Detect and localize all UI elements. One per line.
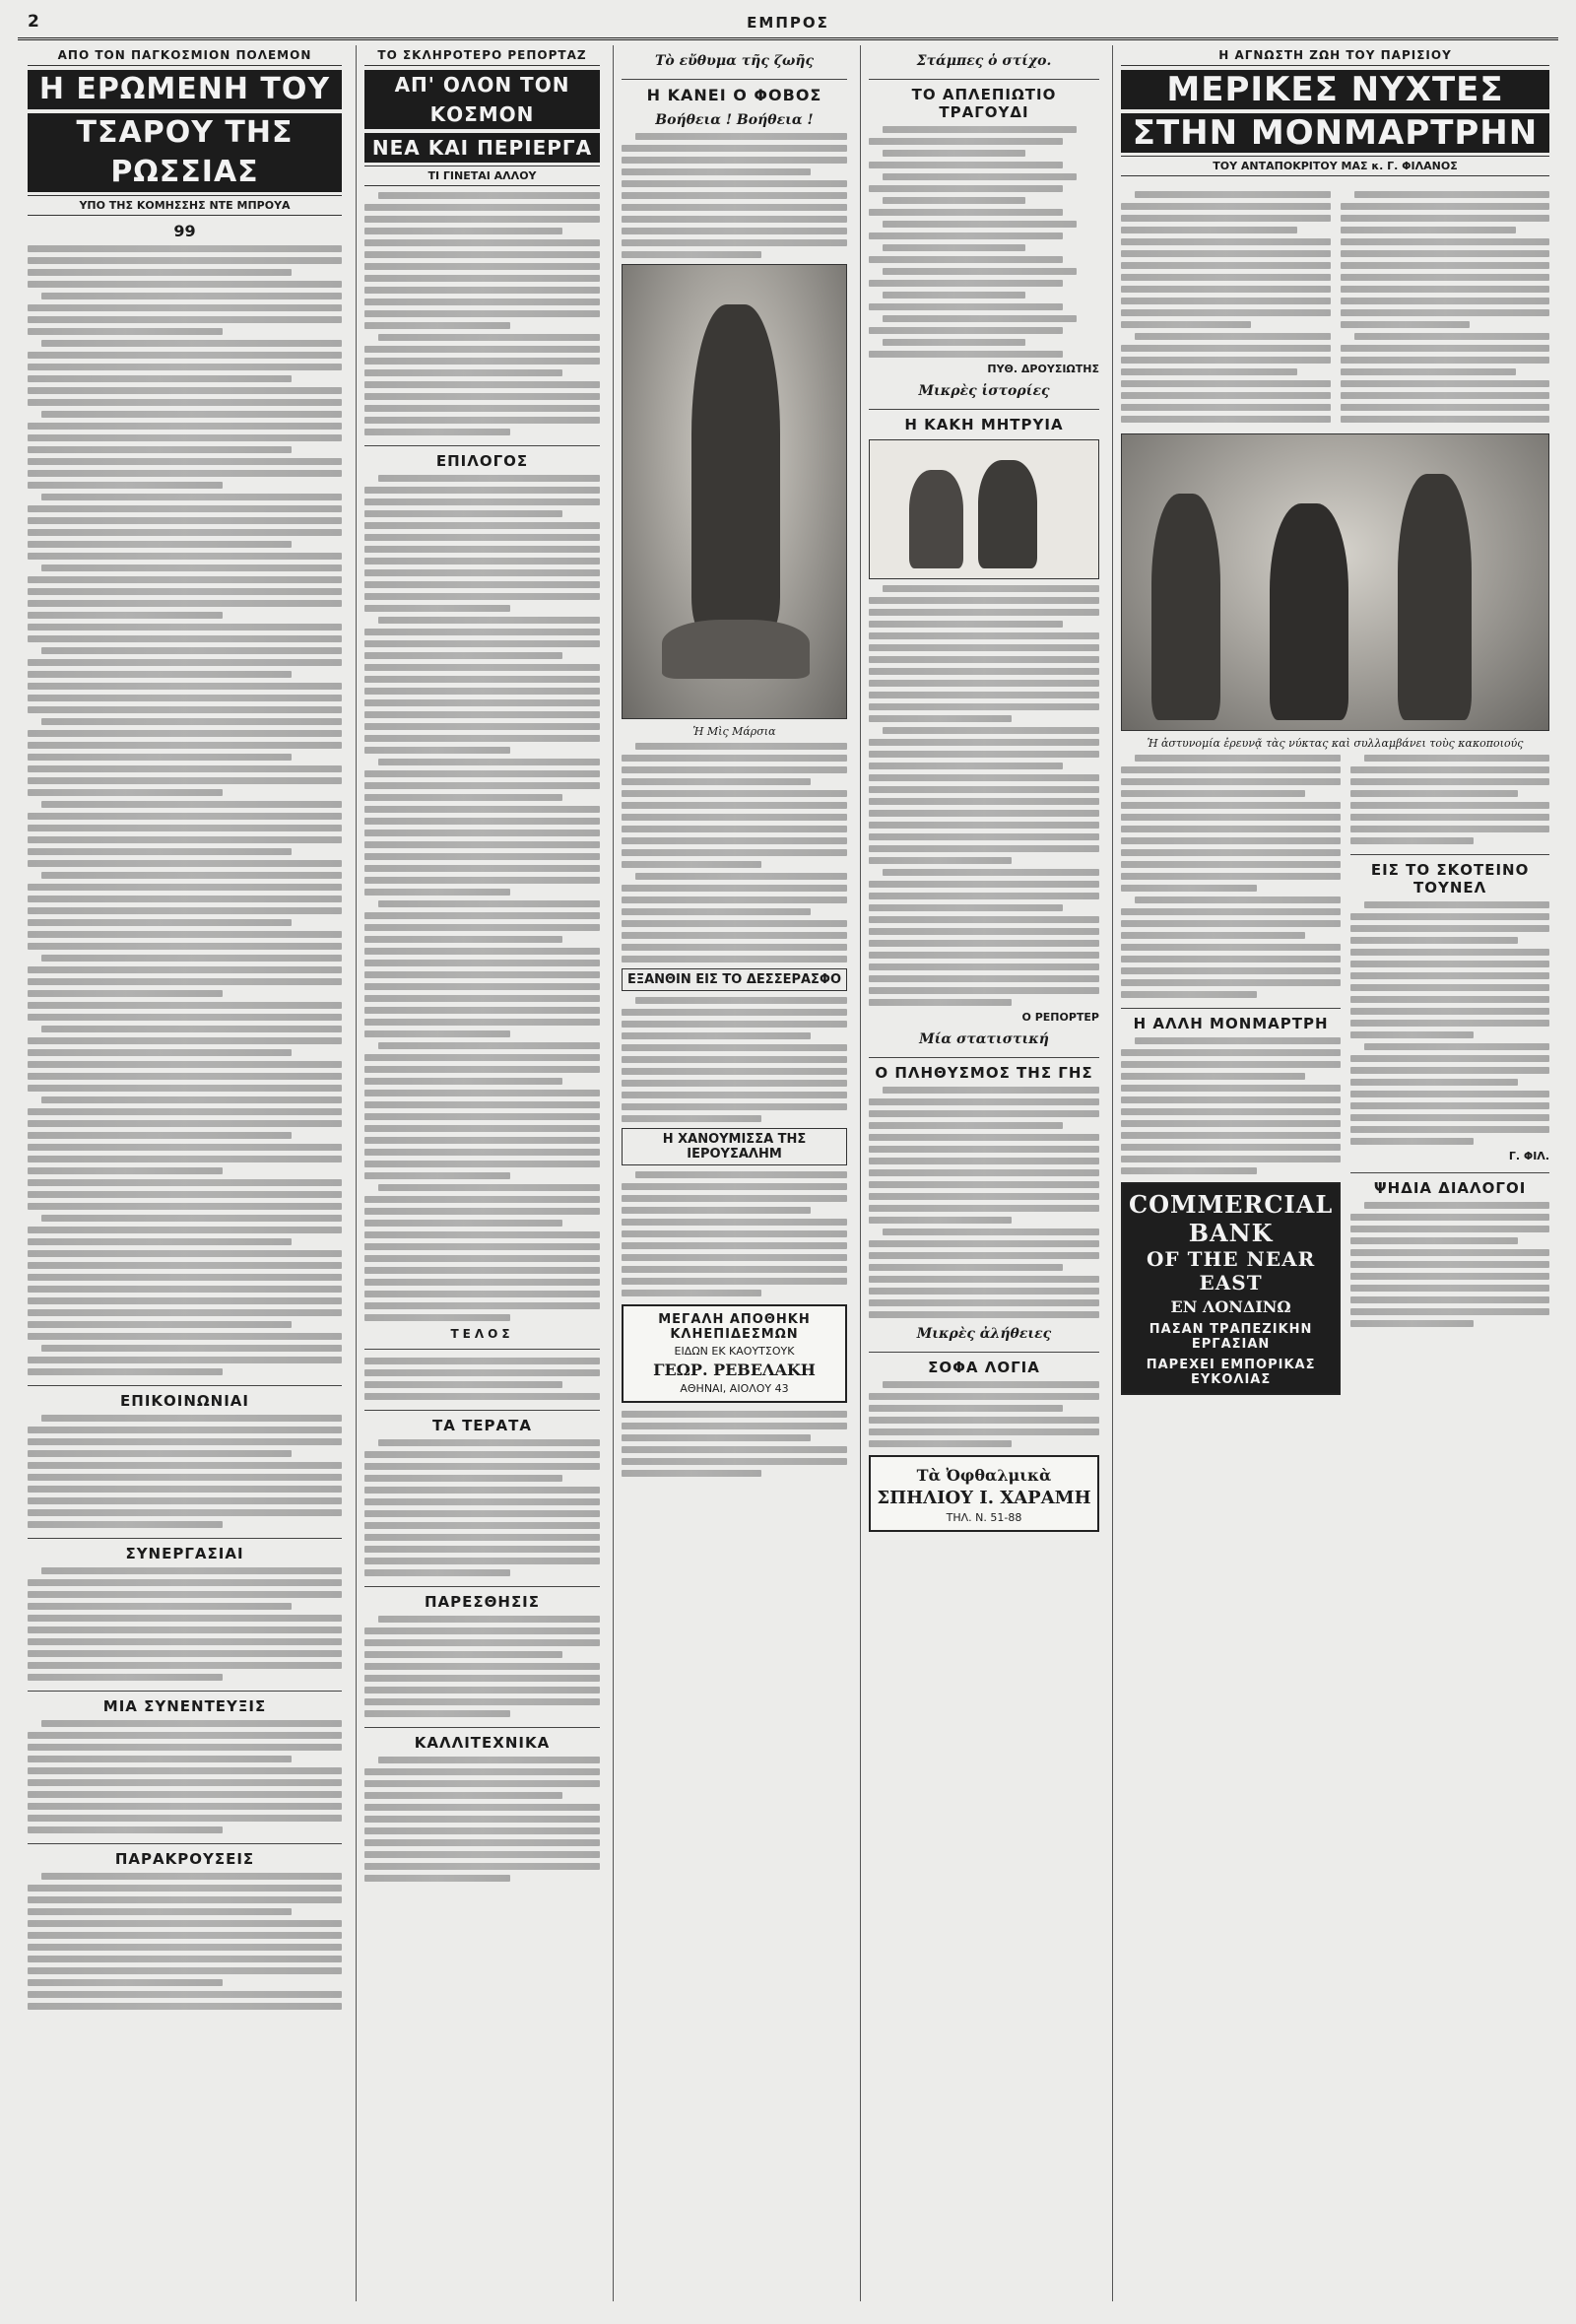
col4-signature-1: ΠΥΘ. ΔΡΟΥΣΙΩΤΗΣ <box>987 363 1099 375</box>
col5-heading-dark-tunnel: ΕΙΣ ΤΟ ΣΚΟΤΕΙΝΟ ΤΟΥΝΕΛ <box>1350 854 1549 896</box>
col3-article-3 <box>622 997 847 1122</box>
col1-banner-2: ΤΣΑΡΟΥ ΤΗΣ ΡΩΣΣΙΑΣ <box>28 113 342 192</box>
col2-kicker: ΤΟ ΣΚΛΗΡΟΤΕΡΟ ΡΕΠΟΡΤΑΖ <box>364 45 600 66</box>
col2-article-3 <box>364 1358 600 1400</box>
col1-heading-epikoinonia: ΕΠΙΚΟΙΝΩΝΙΑΙ <box>28 1385 342 1410</box>
col4-article-3 <box>869 1381 1099 1447</box>
ad-charami <box>869 1455 1099 1532</box>
col3-article-2 <box>622 743 847 963</box>
col5-heading-psidia: ΨΗΔΙΑ ΔΙΑΛΟΓΟΙ <box>1350 1172 1549 1197</box>
ad-revelaki-name: ΓΕΩΡ. ΡΕΒΕΛΑΚΗ <box>653 1361 816 1379</box>
telos-marker: ΤΕΛΟΣ <box>450 1327 514 1341</box>
col4-article-1 <box>869 585 1099 1006</box>
col2-article-5 <box>364 1616 600 1717</box>
photo-police <box>1121 433 1549 731</box>
col5-banner-1: ΜΕΡΙΚΕΣ ΝΥΧΤΕΣ <box>1121 70 1549 109</box>
col4-heading-song: ΤΟ ΑΠΛΕΠΙΩΤΙΟ ΤΡΑΓΟΥΔΙ <box>869 79 1099 121</box>
column-2 <box>356 45 608 2301</box>
photo-caption-police: Ἡ ἀστυνομία ἐρευνᾷ τὰς νύκτας καὶ συλλαμβάνει τοὺς κακοποιούς <box>1147 737 1524 750</box>
ad-revelaki-sub: ΕΙΔΩΝ ΕΚ ΚΑΟΥΤΣΟΥΚ <box>674 1345 795 1358</box>
col1-banner-1: Η ΕΡΩΜΕΝΗ ΤΟΥ <box>28 70 342 109</box>
column-5 <box>1112 45 1557 2301</box>
col2-subhead: ΤΙ ΓΙΝΕΤΑΙ ΑΛΛΟΥ <box>364 166 600 186</box>
col5-article-1 <box>1121 755 1341 998</box>
col5-lower <box>1121 750 1549 1403</box>
col3-article-1 <box>622 133 847 258</box>
column-3 <box>613 45 855 2301</box>
photo-caption-marsia: Ἡ Μὶς Μάρσια <box>692 725 776 738</box>
col3-top-heading: Τὸ εὔθυμα τῆς ζωῆς <box>654 53 815 69</box>
col5-article-3 <box>1350 755 1549 844</box>
col2-article-1 <box>364 192 600 435</box>
col5-intro-left <box>1121 186 1331 428</box>
col4-top-heading: Στάμπες ὁ στίχο. <box>916 53 1052 69</box>
col4-poem <box>869 126 1099 358</box>
col1-section-5 <box>28 1873 342 2010</box>
col3-article-5 <box>622 1411 847 1477</box>
col4-heading-sofa: ΣΟΦΑ ΛΟΓΙΑ <box>869 1352 1099 1376</box>
col5-intro-columns <box>1121 182 1549 428</box>
col5-lower-left <box>1121 750 1341 1403</box>
paper-name: ΕΜΠΡΟΣ <box>747 14 829 32</box>
children-illustration <box>869 439 1099 579</box>
col2-heading-terata: ΤΑ ΤΕΡΑΤΑ <box>364 1410 600 1434</box>
col5-heading-alli: Η ΑΛΛΗ ΜΟΝΜΑΡΤΡΗ <box>1121 1008 1341 1032</box>
col1-subhead: ΥΠΟ ΤΗΣ ΚΟΜΗΣΣΗΣ ΝΤΕ ΜΠΡΟΥΑ <box>28 195 342 216</box>
ad-charami-title: Τὰ Ὀφθαλμικὰ <box>916 1466 1052 1485</box>
col4-heading-alitheies: Μικρὲς ἀλήθειες <box>916 1326 1052 1342</box>
col2-article-4 <box>364 1439 600 1576</box>
ad-charami-name: ΣΠΗΛΙΟΥ Ι. ΧΑΡΑΜΗ <box>877 1488 1091 1508</box>
col4-signature-2: Ο ΡΕΠΟΡΤΕΡ <box>1021 1011 1099 1024</box>
col4-heading-mitria: Η ΚΑΚΗ ΜΗΤΡΥΙΑ <box>869 409 1099 433</box>
col4-article-2 <box>869 1087 1099 1318</box>
col3-heading-jerusalem: Η ΧΑΝΟΥΜΙΣΣΑ ΤΗΣ ΙΕΡΟΥΣΑΛΗΜ <box>622 1128 847 1165</box>
col1-article-body <box>28 245 342 1375</box>
masthead <box>18 12 1558 40</box>
col4-heading-mikres: Μικρὲς ἱστορίες <box>918 383 1050 399</box>
col2-article-6 <box>364 1757 600 1882</box>
column-4 <box>860 45 1107 2301</box>
col2-article-2 <box>364 475 600 1321</box>
col1-section-2 <box>28 1415 342 1528</box>
ad-bank-line-5: ΠΑΡΕΧΕΙ ΕΜΠΟΡΙΚΑΣ ΕΥΚΟΛΙΑΣ <box>1146 1358 1316 1387</box>
ad-bank-line-3: ΕΝ ΛΟΝΔΙΝΩ <box>1170 1297 1291 1316</box>
col5-intro-right <box>1341 186 1550 428</box>
col5-article-2 <box>1121 1037 1341 1174</box>
col5-article-5 <box>1350 1202 1549 1327</box>
col4-heading-plithysmos: Ο ΠΛΗΘΥΣΜΟΣ ΤΗΣ ΓΗΣ <box>869 1057 1099 1082</box>
col5-subhead: ΤΟΥ ΑΝΤΑΠΟΚΡΙΤΟΥ ΜΑΣ κ. Γ. ΦΙΛΑΝΟΣ <box>1121 156 1549 176</box>
col5-banner-2: ΣΤΗΝ ΜΟΝΜΑΡΤΡΗΝ <box>1121 113 1549 153</box>
ad-bank-line-4: ΠΑΣΑΝ ΤΡΑΠΕΖΙΚΗΝ ΕΡΓΑΣΙΑΝ <box>1149 1322 1313 1352</box>
col1-section-3 <box>28 1567 342 1681</box>
col3-heading-bohtheia: Βοήθεια ! Βοήθεια ! <box>655 112 814 128</box>
ad-bank-line-1: COMMERCIAL BANK <box>1129 1190 1334 1247</box>
col2-heading-paresthisis: ΠΑΡΕΣΘΗΣΙΣ <box>364 1586 600 1611</box>
col2-heading-epilogos: ΕΠΙΛΟΓΟΣ <box>364 445 600 470</box>
ad-charami-tel: ΤΗΛ. Ν. 51-88 <box>946 1511 1022 1524</box>
page-number: 2 <box>28 12 39 32</box>
ad-revelaki-title: ΜΕΓΑΛΗ ΑΠΟΘΗΚΗ ΚΛΗΕΠΙΔΕΣΜΩΝ <box>658 1312 811 1342</box>
col5-lower-right <box>1350 750 1549 1403</box>
column-1 <box>20 45 350 2301</box>
col5-signature: Γ. ΦΙΛ. <box>1508 1150 1549 1162</box>
ad-revelaki-address: ΑΘΗΝΑΙ, ΑΙΟΛΟΥ 43 <box>680 1382 789 1395</box>
col1-heading-parakrouseis: ΠΑΡΑΚΡΟΥΣΕΙΣ <box>28 1843 342 1868</box>
col3-heading-phobos: Η ΚΑΝΕΙ Ο ΦΟΒΟΣ <box>622 79 847 104</box>
col1-kicker: ΑΠΟ ΤΟΝ ΠΑΓΚΟΣΜΙΟΝ ΠΟΛΕΜΟΝ <box>28 45 342 66</box>
col5-article-4 <box>1350 901 1549 1145</box>
col1-heading-synenteuxis: ΜΙΑ ΣΥΝΕΝΤΕΥΞΙΣ <box>28 1691 342 1715</box>
ad-commercial-bank <box>1121 1182 1341 1395</box>
ad-revelaki <box>622 1304 847 1403</box>
col3-article-4 <box>622 1171 847 1296</box>
col1-heading-synergasiai: ΣΥΝΕΡΓΑΣΙΑΙ <box>28 1538 342 1562</box>
col2-banner-2: ΝΕΑ ΚΑΙ ΠΕΡΙΕΡΓΑ <box>364 133 600 163</box>
col4-heading-statistics: Μία στατιστική <box>919 1031 1049 1047</box>
episode-number: 99 <box>173 222 196 240</box>
col5-kicker: Η ΑΓΝΩΣΤΗ ΖΩΗ ΤΟΥ ΠΑΡΙΣΙΟΥ <box>1121 45 1549 66</box>
col1-section-4 <box>28 1720 342 1833</box>
col3-heading-dessert: ΕΞΑΝΘΙΝ ΕΙΣ ΤΟ ΔΕΣΣΕΡΑΣΦΟ <box>622 968 847 991</box>
photo-mis-marsia <box>622 264 847 719</box>
col2-heading-kallitechnika: ΚΑΛΛΙΤΕΧΝΙΚΑ <box>364 1727 600 1752</box>
col2-banner-1: ΑΠ' ΟΛΟΝ ΤΟΝ ΚΟΣΜΟΝ <box>364 70 600 129</box>
ad-bank-line-2: OF THE NEAR EAST <box>1146 1247 1316 1295</box>
